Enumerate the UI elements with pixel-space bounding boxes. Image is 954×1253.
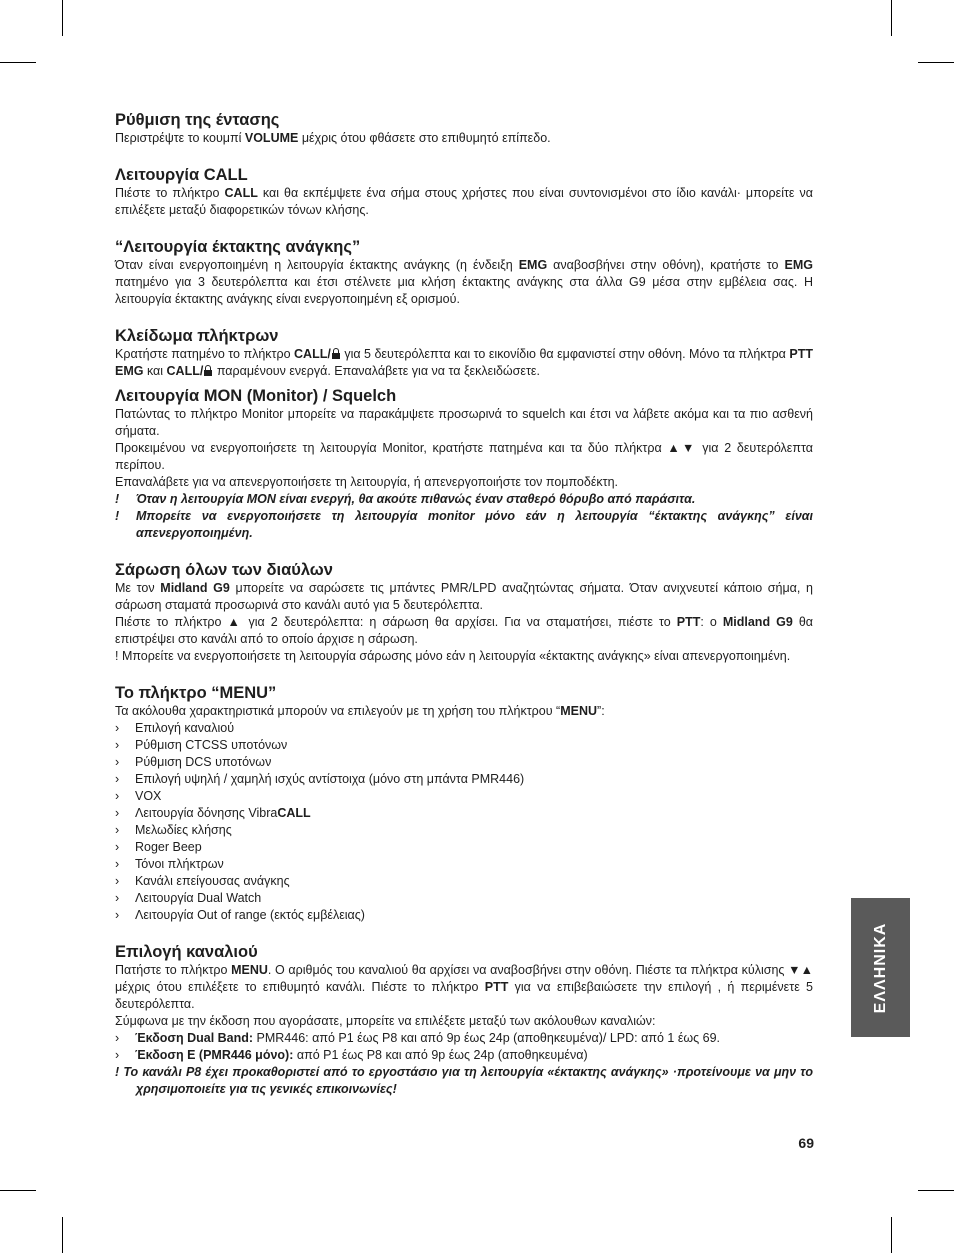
list-item (115, 788, 813, 805)
text: μέχρις ότου φθάσετε στο επιθυμητό επίπεδο. (298, 131, 551, 145)
language-label: ΕΛΛΗΝΙΚΑ (871, 922, 889, 1013)
crop-mark (62, 0, 63, 36)
bullet-icon: › (115, 806, 120, 820)
section-call (115, 165, 813, 219)
crop-mark (918, 1190, 954, 1191)
paragraph (115, 580, 813, 614)
list-item-text: Λειτουργία Dual Watch (135, 891, 262, 905)
list-item (115, 771, 813, 788)
bullet-icon: › (115, 721, 120, 735)
list-item-text: Λειτουργία Out of range (εκτός εμβέλειας) (135, 908, 365, 922)
paragraph: Προκειμένου να ενεργοποιήσετε τη λειτουργία Monitor, κρατήστε πατημένα και τα δύο πλήκτρα ▲▼ για 2 δευτερόλεπτα περίπου. (115, 441, 813, 472)
paragraph: ! Μπορείτε να ενεργοποιήσετε τη λειτουργία σάρωσης μόνο εάν η λειτουργία «έκτακτης ανάγκης» είναι απενεργοποιημένη. (115, 649, 791, 663)
crop-mark (0, 1190, 36, 1191)
bullet-icon: › (115, 789, 120, 803)
bullet-icon: › (115, 891, 120, 905)
section-emergency (115, 237, 813, 308)
section-monitor (115, 386, 813, 542)
paragraph: Επαναλάβετε για να απενεργοποιήσετε τη λειτουργία, ή απενεργοποιήστε τον πομποδέκτη. (115, 475, 619, 489)
lock-icon (204, 365, 212, 376)
paragraph (115, 346, 813, 380)
product-name: Midland G9 (722, 615, 793, 629)
list-item (115, 754, 813, 771)
text: : ο (700, 615, 723, 629)
bullet-icon: › (115, 1048, 120, 1062)
note-mark: ! (115, 509, 120, 523)
list-item-text: Λειτουργία δόνησης Vibra (135, 806, 278, 820)
section-title: Λειτουργία MON (Monitor) / Squelch (115, 387, 397, 405)
section-keylock (115, 326, 813, 380)
list-item-text: Ρύθμιση DCS υποτόνων (135, 755, 272, 769)
text: παραμένουν ενεργά. Επαναλάβετε για να τα ξεκλειδώσετε. (213, 364, 540, 378)
section-scan (115, 560, 813, 665)
warning-note: ! Το κανάλι P8 έχει προκαθοριστεί από το εργοστάσιο για τη λειτουργία «έκτακτης ανάγκης» ·προτείνουμε να μην το χρησιμοποιείτε για τις γενικές επικοινωνίες! (115, 1065, 813, 1096)
list-item (115, 907, 813, 924)
list-item (115, 822, 813, 839)
list-item (115, 805, 813, 822)
list-item (115, 873, 813, 890)
section-volume (115, 110, 813, 147)
list-item (115, 1047, 813, 1064)
bullet-icon: › (115, 874, 120, 888)
bullet-icon: › (115, 908, 120, 922)
crop-mark (0, 62, 36, 63)
text: ”: (597, 704, 605, 718)
note (115, 491, 813, 508)
text: / (327, 347, 331, 361)
text: Πατήστε το πλήκτρο (115, 963, 232, 977)
crop-mark (891, 0, 892, 36)
paragraph: Σύμφωνα με την έκδοση που αγοράσατε, μπορείτε να επιλέξετε μεταξύ των ακόλουθων καναλιών: (115, 1014, 656, 1028)
key-name: PTT EMG (115, 347, 813, 378)
lock-icon (332, 348, 340, 359)
crop-mark (62, 1217, 63, 1253)
bullet-icon: › (115, 840, 120, 854)
text: Όταν είναι ενεργοποιημένη η λειτουργία έκτακτης ανάγκης (η ένδειξη (115, 258, 519, 272)
section-title: Κλείδωμα πλήκτρων (115, 327, 279, 345)
section-menu (115, 683, 813, 924)
text: Πιέστε το πλήκτρο ▲ για 2 δευτερόλεπτα: η σάρωση θα αρχίσει. Για να σταματήσει, πιέστε το (115, 615, 677, 629)
note-text: Μπορείτε να ενεργοποιήσετε τη λειτουργία monitor μόνο εάν η λειτουργία “έκτακτης ανάγκης” είναι απενεργοποιημένη. (136, 509, 813, 540)
key-name: CALL (277, 806, 311, 820)
crop-mark (918, 62, 954, 63)
crop-mark (891, 1217, 892, 1253)
section-title: Σάρωση όλων των διαύλων (115, 561, 333, 579)
list-item-text: Επιλογή καναλιού (135, 721, 235, 735)
list-item-text: Μελωδίες κλήσης (135, 823, 232, 837)
paragraph: Πατώντας το πλήκτρο Monitor μπορείτε να παρακάμψετε προσωρινά το squelch και έτσι να λάβετε ακόμα και τα πιο ασθενή σήματα. (115, 407, 813, 438)
note-text: Όταν η λειτουργία MON είναι ενεργή, θα ακούτε πιθανώς έναν σταθερό θόρυβο από παράσιτα. (136, 492, 696, 506)
paragraph (115, 962, 813, 1013)
text: για να επιβεβαιώσετε την επιλογή , ή περιμένετε 5 δευτερόλεπτα. (115, 980, 813, 1011)
text: Περιστρέψτε το κουμπί (115, 131, 245, 145)
list-item (115, 1030, 813, 1047)
text: Κρατήστε πατημένο το πλήκτρο (115, 347, 295, 361)
version-label: Έκδοση Dual Band: (135, 1031, 254, 1045)
key-name: CALL (224, 186, 258, 200)
list-item (115, 737, 813, 754)
bullet-icon: › (115, 823, 120, 837)
bullet-icon: › (115, 755, 120, 769)
text: μπορείτε να σαρώσετε τις μπάντες PMR/LPD αναζητώντας σήματα. Όταν ανιχνευτεί κάποιο σήμα, η σάρωση σταματά προσωρινά στο κανάλι αυτό για 5 δευτερόλεπτα. (115, 581, 813, 612)
text: αναβοσβήνει στην οθόνη), κρατήστε το (547, 258, 785, 272)
text: για 5 δευτερόλεπτα και το εικονίδιο θα εμφανιστεί στην οθόνη. Μόνο τα πλήκτρα (340, 347, 790, 361)
paragraph (115, 257, 813, 308)
section-channel (115, 942, 813, 1098)
list-item-text: VOX (135, 789, 162, 803)
section-title: Το πλήκτρο “MENU” (115, 684, 277, 702)
section-title: Λειτουργία CALL (115, 166, 248, 184)
list-item (115, 856, 813, 873)
key-name: PTT (676, 615, 701, 629)
note (115, 508, 813, 542)
key-name: EMG (518, 258, 548, 272)
list-item-text: PMR446: από P1 έως P8 και από 9p έως 24p (αποθηκευμένα)/ LPD: από 1 έως 69. (253, 1031, 721, 1045)
bullet-icon: › (115, 857, 120, 871)
bullet-icon: › (115, 772, 120, 786)
page-content (115, 110, 813, 1098)
text: και (143, 364, 167, 378)
list-item (115, 839, 813, 856)
key-name: VOLUME (244, 131, 299, 145)
key-name: MENU (560, 704, 598, 718)
paragraph (115, 185, 813, 219)
bullet-icon: › (115, 738, 120, 752)
section-title: “Λειτουργία έκτακτης ανάγκης” (115, 238, 361, 256)
key-name: CALL (166, 364, 200, 378)
text: Τα ακόλουθα χαρακτηριστικά μπορούν να επιλεγούν με τη χρήση του πλήκτρου “ (115, 704, 561, 718)
list-item-text: Τόνοι πλήκτρων (135, 857, 224, 871)
paragraph (115, 614, 813, 648)
text: θα επιστρέψει στο κανάλι από το οποίο άρχισε η σάρωση. (115, 615, 814, 646)
key-name: CALL (294, 347, 328, 361)
key-name: PTT (484, 980, 509, 994)
text: Πιέστε το πλήκτρο (115, 186, 225, 200)
version-label: Έκδοση E (PMR446 μόνο): (135, 1048, 294, 1062)
section-title: Ρύθμιση της έντασης (115, 111, 280, 129)
list-item-text: Κανάλι επείγουσας ανάγκης (135, 874, 290, 888)
key-name: EMG (784, 258, 813, 272)
bullet-icon: › (115, 1031, 120, 1045)
list-item (115, 720, 813, 737)
text: . Ο αριθμός του καναλιού θα αρχίσει να αναβοσβήνει στην οθόνη. Πιέστε τα πλήκτρα κύλισης ▼▲ μέχρις ότου επιλέξετε το επιθυμητό κανάλι. Πιέστε το πλήκτρο (115, 963, 813, 994)
key-name: MENU (231, 963, 268, 977)
text: Με τον (115, 581, 161, 595)
list-item (115, 890, 813, 907)
list-item-text: Roger Beep (135, 840, 202, 854)
text: και θα εκπέμψετε ένα σήμα στους χρήστες που είναι συντονισμένοι στο ίδιο κανάλι· μπορείτε να επιλέξετε μεταξύ διαφορετικών τόνων κλήσης. (115, 186, 814, 217)
page-number: 69 (798, 1135, 814, 1151)
list-item-text: Ρύθμιση CTCSS υποτόνων (135, 738, 288, 752)
paragraph (115, 703, 813, 720)
list-item-text: από P1 έως P8 και από 9p έως 24p (αποθηκευμένα) (293, 1048, 588, 1062)
note-mark: ! (115, 492, 120, 506)
text: πατημένο για 3 δευτερόλεπτα και έτσι στέλνετε μια κλήση έκτακτης ανάγκης στα άλλα G9 μέσα στην εμβέλεια σας. Η λειτουργία έκτακτης ανάγκης είναι ενεργοποιημένη εξ ορισμού. (115, 275, 813, 306)
paragraph (115, 130, 813, 147)
section-title: Επιλογή καναλιού (115, 943, 258, 961)
product-name: Midland G9 (160, 581, 230, 595)
list-item-text: Επιλογή υψηλή / χαμηλή ισχύς αντίστοιχα (μόνο στη μπάντα PMR446) (135, 772, 525, 786)
text: / (199, 364, 204, 378)
language-tab (851, 898, 910, 1037)
